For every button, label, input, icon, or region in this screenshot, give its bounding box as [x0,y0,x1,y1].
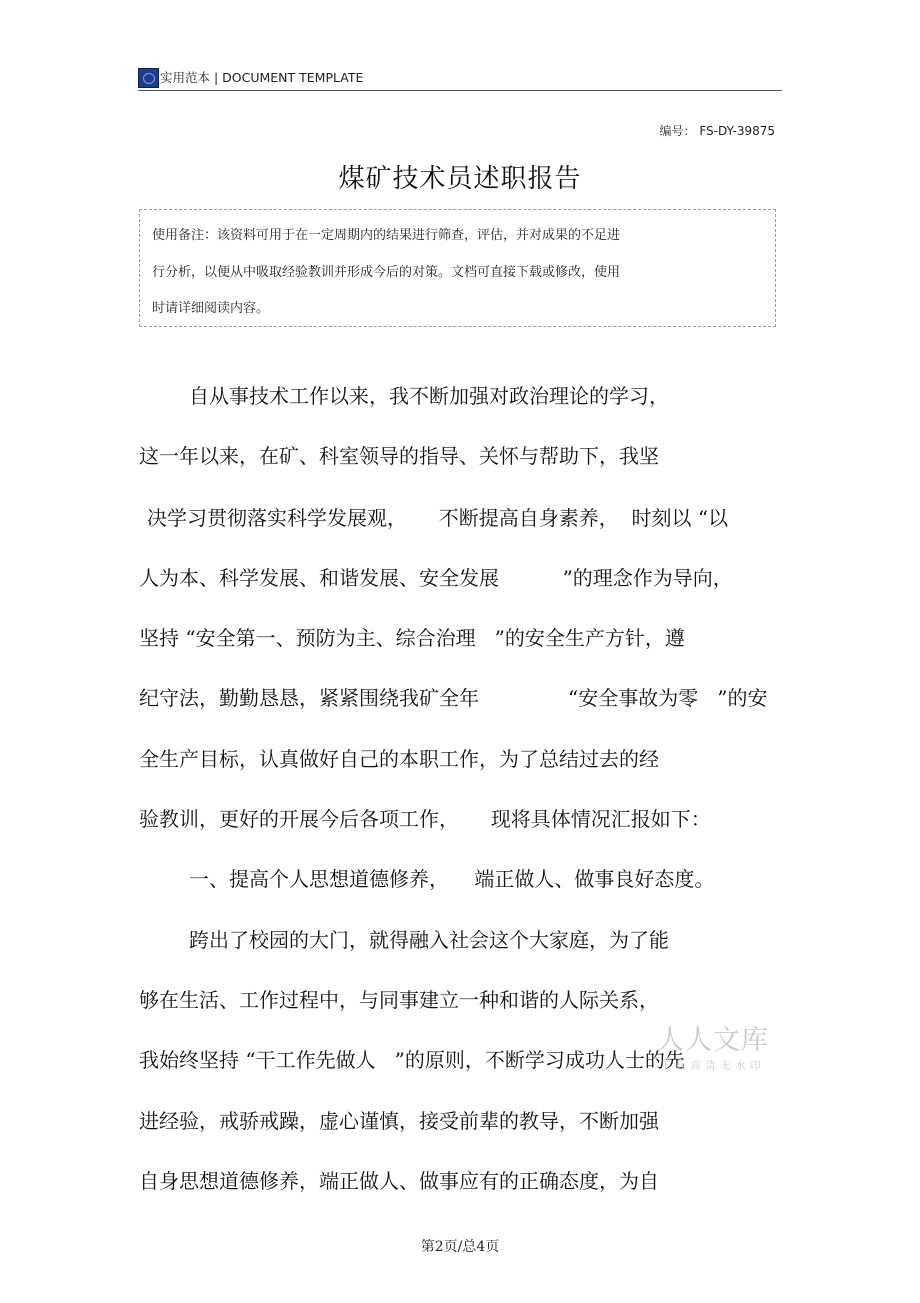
body-paragraph-line: 够在生活、工作过程中，与同事建立一种和谐的人际关系， [139,988,659,1012]
body-paragraph-line: 自身思想道德修养，端正做人、做事应有的正确态度，为自 [139,1169,659,1193]
body-paragraph-line: 全生产目标，认真做好自己的本职工作，为了总结过去的经 [139,747,659,771]
body-paragraph-line: 跨出了校园的大门，就得融入社会这个大家庭，为了能 [189,928,669,952]
template-logo-icon [138,68,159,88]
body-paragraph-line: 坚持 “安全第一、预防为主、综合治理 ”的安全生产方针，遵 [139,626,685,650]
body-paragraph-line: 验教训，更好的开展今后各项工作， 现将具体情况汇报如下： [139,807,711,831]
usage-notice-box [139,209,776,327]
body-paragraph-line: 我始终坚持 “干工作先做人 ”的原则，不断学习成功人士的先 [139,1048,685,1072]
body-paragraph-line: 进经验，戒骄戒躁，虚心谨慎，接受前辈的教导，不断加强 [139,1109,659,1133]
notice-line: 时请详细阅读内容。 [152,301,270,316]
body-paragraph-line: 自从事技术工作以来，我不断加强对政治理论的学习， [189,384,669,408]
document-header [138,66,782,91]
watermark-title: 人人文库 [657,1025,769,1056]
body-paragraph-line: 纪守法，勤勤恳恳，紧紧围绕我矿全年 “安全事故为零 ”的安 [139,686,768,710]
body-paragraph-line: 决学习贯彻落实科学发展观， 不断提高自身素养， 时刻以 “以 [147,506,729,530]
body-paragraph-line: 人为本、科学发展、和谐发展、安全发展 ”的理念作为导向， [139,566,733,590]
page-title: 煤矿技术员述职报告 [338,164,582,194]
header-label: 实用范本 | DOCUMENT TEMPLATE [160,70,364,85]
section-heading: 一、提高个人思想道德修养， 端正做人、做事良好态度。 [189,867,715,891]
page-number: 第2页/总4页 [420,1239,500,1255]
notice-line: 行分析，以便从中吸取经验教训并形成今后的对策。文档可直接下载或修改，使用 [152,265,621,280]
notice-line: 使用备注：该资料可用于在一定周期内的结果进行筛查，评估，并对成果的不足进 [152,228,621,243]
document-number: 编号： FS-DY-39875 [659,124,775,138]
body-paragraph-line: 这一年以来，在矿、科室领导的指导、关怀与帮助下，我坚 [139,444,659,468]
watermark [648,1018,778,1072]
watermark-subtitle: 下载高清无水印 [660,1061,766,1072]
